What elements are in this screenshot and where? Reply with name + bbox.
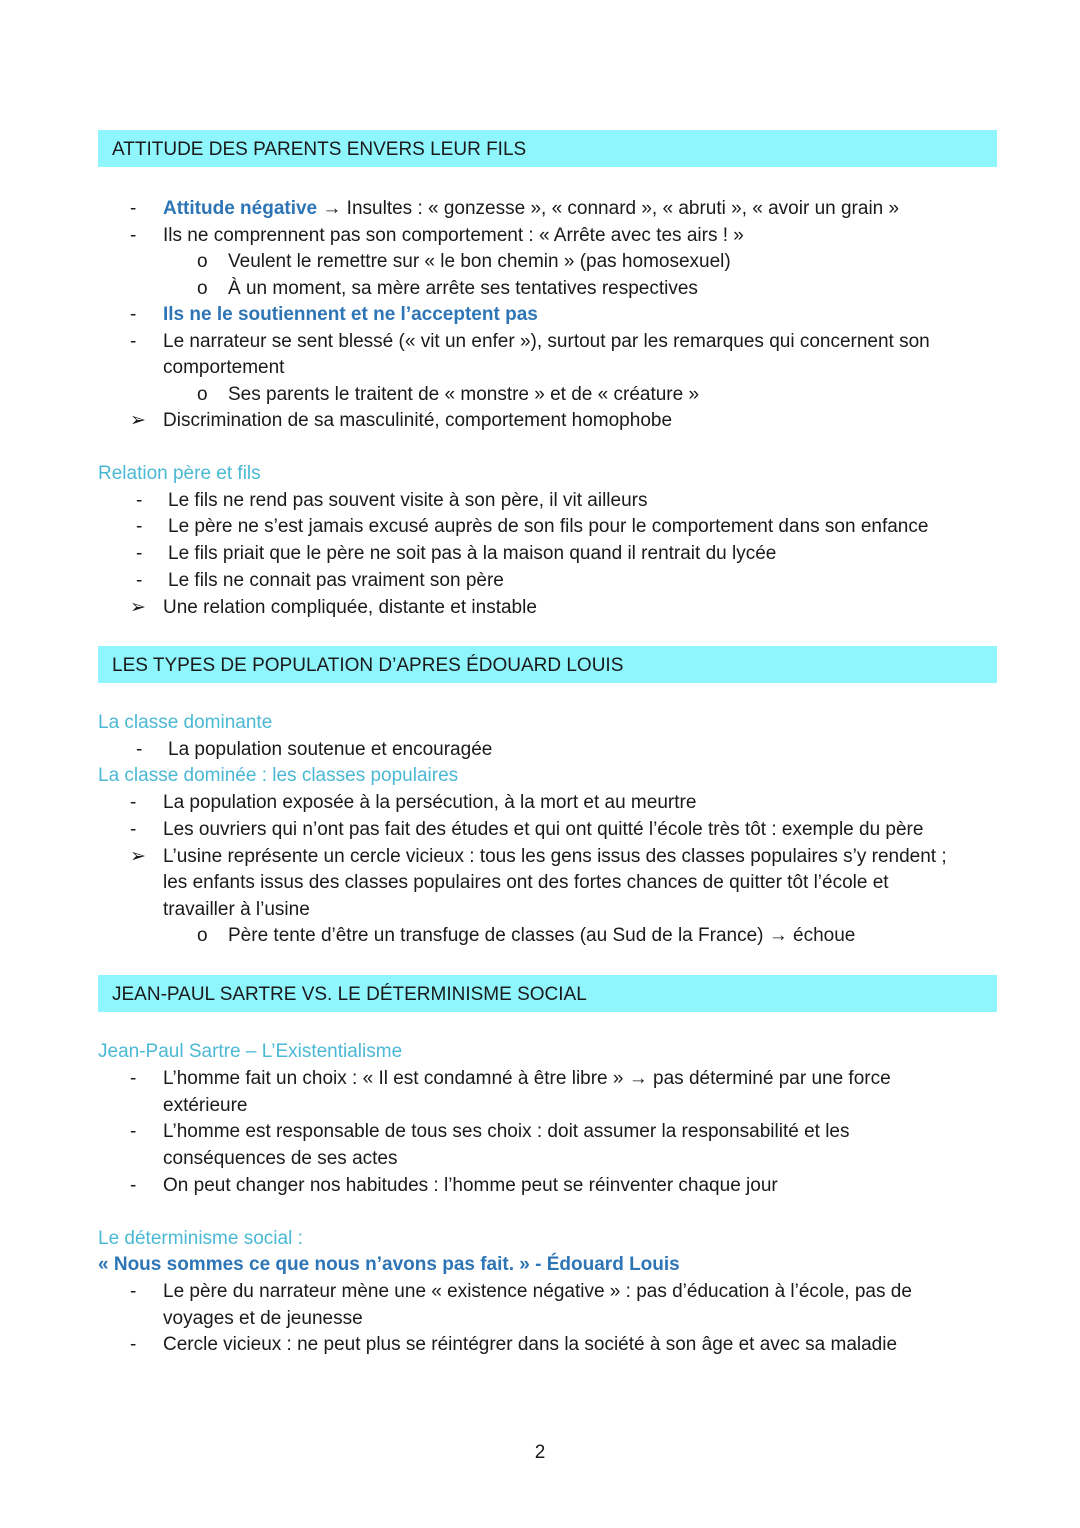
list-text: comportement: [163, 357, 285, 378]
list-item: [98, 248, 998, 275]
list-text: À un moment, sa mère arrête ses tentatives respectives: [228, 278, 698, 299]
list-text: L’usine représente un cercle vicieux : tous les gens issus des classes populaires s’y rendent ;: [163, 846, 947, 867]
arrow-marker: ➢: [130, 410, 146, 431]
list-text: Ses parents le traitent de « monstre » et de « créature »: [228, 384, 700, 405]
list-item-continued: [98, 354, 998, 381]
section-title: ATTITUDE DES PARENTS ENVERS LEUR FILS: [112, 139, 527, 160]
section-heading: [98, 975, 997, 1012]
dash-marker: -: [130, 304, 137, 325]
subsection-title: Le déterminisme social :: [98, 1228, 303, 1249]
list-text: Les ouvriers qui n’ont pas fait des études et qui ont quitté l’école très tôt : exemple du père: [163, 819, 924, 840]
dash-marker: -: [130, 225, 137, 246]
section-heading: [98, 130, 997, 167]
list-item: [98, 195, 998, 222]
list-item: [98, 513, 998, 540]
list-item-continued: [98, 869, 998, 896]
conclusion-item: [98, 843, 998, 870]
list-item: [98, 789, 998, 816]
dash-marker: -: [136, 516, 143, 537]
list-item: [98, 328, 998, 355]
quote: « Nous sommes ce que nous n’avons pas fait. » - Édouard Louis: [98, 1254, 680, 1275]
list-text: les enfants issus des classes populaires ont des fortes chances de quitter tôt l’école et: [163, 872, 889, 893]
dash-marker: -: [130, 198, 137, 219]
subsection-title: Relation père et fils: [98, 463, 261, 484]
list-item: [98, 567, 998, 594]
circle-marker: o: [197, 251, 208, 272]
circle-marker: o: [197, 384, 208, 405]
section-title: LES TYPES DE POPULATION D’APRES ÉDOUARD LOUIS: [112, 655, 624, 676]
dash-marker: -: [130, 1281, 137, 1302]
dash-marker: -: [130, 1175, 137, 1196]
list-item-continued: [98, 1092, 998, 1119]
list-text: Cercle vicieux : ne peut plus se réintégrer dans la société à son âge et avec sa maladie: [163, 1334, 898, 1355]
list-item: [98, 275, 998, 302]
dash-marker: -: [130, 819, 137, 840]
list-text: Le fils ne rend pas souvent visite à son père, il vit ailleurs: [168, 490, 648, 511]
dash-marker: -: [136, 490, 143, 511]
list-item: [98, 816, 998, 843]
dash-marker: -: [130, 1121, 137, 1142]
list-item: [98, 1278, 998, 1305]
section-title: JEAN-PAUL SARTRE VS. LE DÉTERMINISME SOCIAL: [112, 984, 587, 1005]
list-item: [98, 381, 998, 408]
list-text: L’homme est responsable de tous ses choix : doit assumer la responsabilité et les: [163, 1121, 850, 1142]
list-text: La population soutenue et encouragée: [168, 739, 493, 760]
conclusion-item: [98, 407, 998, 434]
list-item-continued: [98, 896, 998, 923]
list-item: [98, 540, 998, 567]
list-text: Une relation compliquée, distante et instable: [163, 597, 537, 618]
list-text: Le fils ne connait pas vraiment son père: [168, 570, 504, 591]
arrow-marker: ➢: [130, 846, 146, 867]
list-text: Père tente d’être un transfuge de classes (au Sud de la France) → échoue: [228, 925, 856, 946]
circle-marker: o: [197, 278, 208, 299]
bold-keyword: Attitude négative: [163, 198, 318, 219]
list-item: [98, 1331, 998, 1358]
dash-marker: -: [130, 1334, 137, 1355]
subsection-title: La classe dominée : les classes populaires: [98, 765, 459, 786]
list-item: [98, 1065, 998, 1092]
list-text: Le père du narrateur mène une « existence négative » : pas d’éducation à l’école, pas de: [163, 1281, 912, 1302]
list-text: Ils ne comprennent pas son comportement : « Arrête avec tes airs ! »: [163, 225, 744, 246]
list-item: [98, 736, 998, 763]
dash-marker: -: [130, 792, 137, 813]
conclusion-item: [98, 594, 998, 621]
list-item: [98, 922, 998, 949]
list-item: [98, 1118, 998, 1145]
list-text: → Insultes : « gonzesse », « connard », « abruti », « avoir un grain »: [317, 198, 900, 219]
page-number: 2: [534, 1442, 546, 1463]
list-text: Le père ne s’est jamais excusé auprès de son fils pour le comportement dans son enfance: [168, 516, 929, 537]
list-text: On peut changer nos habitudes : l’homme peut se réinventer chaque jour: [163, 1175, 778, 1196]
list-item-continued: [98, 1145, 998, 1172]
dash-marker: -: [136, 739, 143, 760]
list-item: [98, 301, 998, 328]
subsection-title: La classe dominante: [98, 712, 273, 733]
list-text: Discrimination de sa masculinité, comportement homophobe: [163, 410, 673, 431]
dash-marker: -: [136, 543, 143, 564]
list-text: La population exposée à la persécution, à la mort et au meurtre: [163, 792, 697, 813]
list-text: Veulent le remettre sur « le bon chemin » (pas homosexuel): [228, 251, 731, 272]
list-text: Le fils priait que le père ne soit pas à la maison quand il rentrait du lycée: [168, 543, 777, 564]
circle-marker: o: [197, 925, 208, 946]
dash-marker: -: [130, 331, 137, 352]
list-text: Le narrateur se sent blessé (« vit un enfer »), surtout par les remarques qui concernent son: [163, 331, 930, 352]
list-text: conséquences de ses actes: [163, 1148, 398, 1169]
list-item-continued: [98, 1305, 998, 1332]
dash-marker: -: [136, 570, 143, 591]
arrow-marker: ➢: [130, 597, 146, 618]
list-text: extérieure: [163, 1095, 248, 1116]
list-text: L’homme fait un choix : « Il est condamné à être libre » → pas déterminé par une force: [163, 1068, 891, 1089]
bold-keyword: Ils ne le soutiennent et ne l’acceptent pas: [163, 304, 538, 325]
list-item: [98, 222, 998, 249]
list-item: [98, 487, 998, 514]
dash-marker: -: [130, 1068, 137, 1089]
subsection-title: Jean-Paul Sartre – L’Existentialisme: [98, 1041, 403, 1062]
list-text: voyages et de jeunesse: [163, 1308, 363, 1329]
list-item: [98, 1172, 998, 1199]
section-heading: [98, 646, 997, 683]
list-text: travailler à l’usine: [163, 899, 310, 920]
